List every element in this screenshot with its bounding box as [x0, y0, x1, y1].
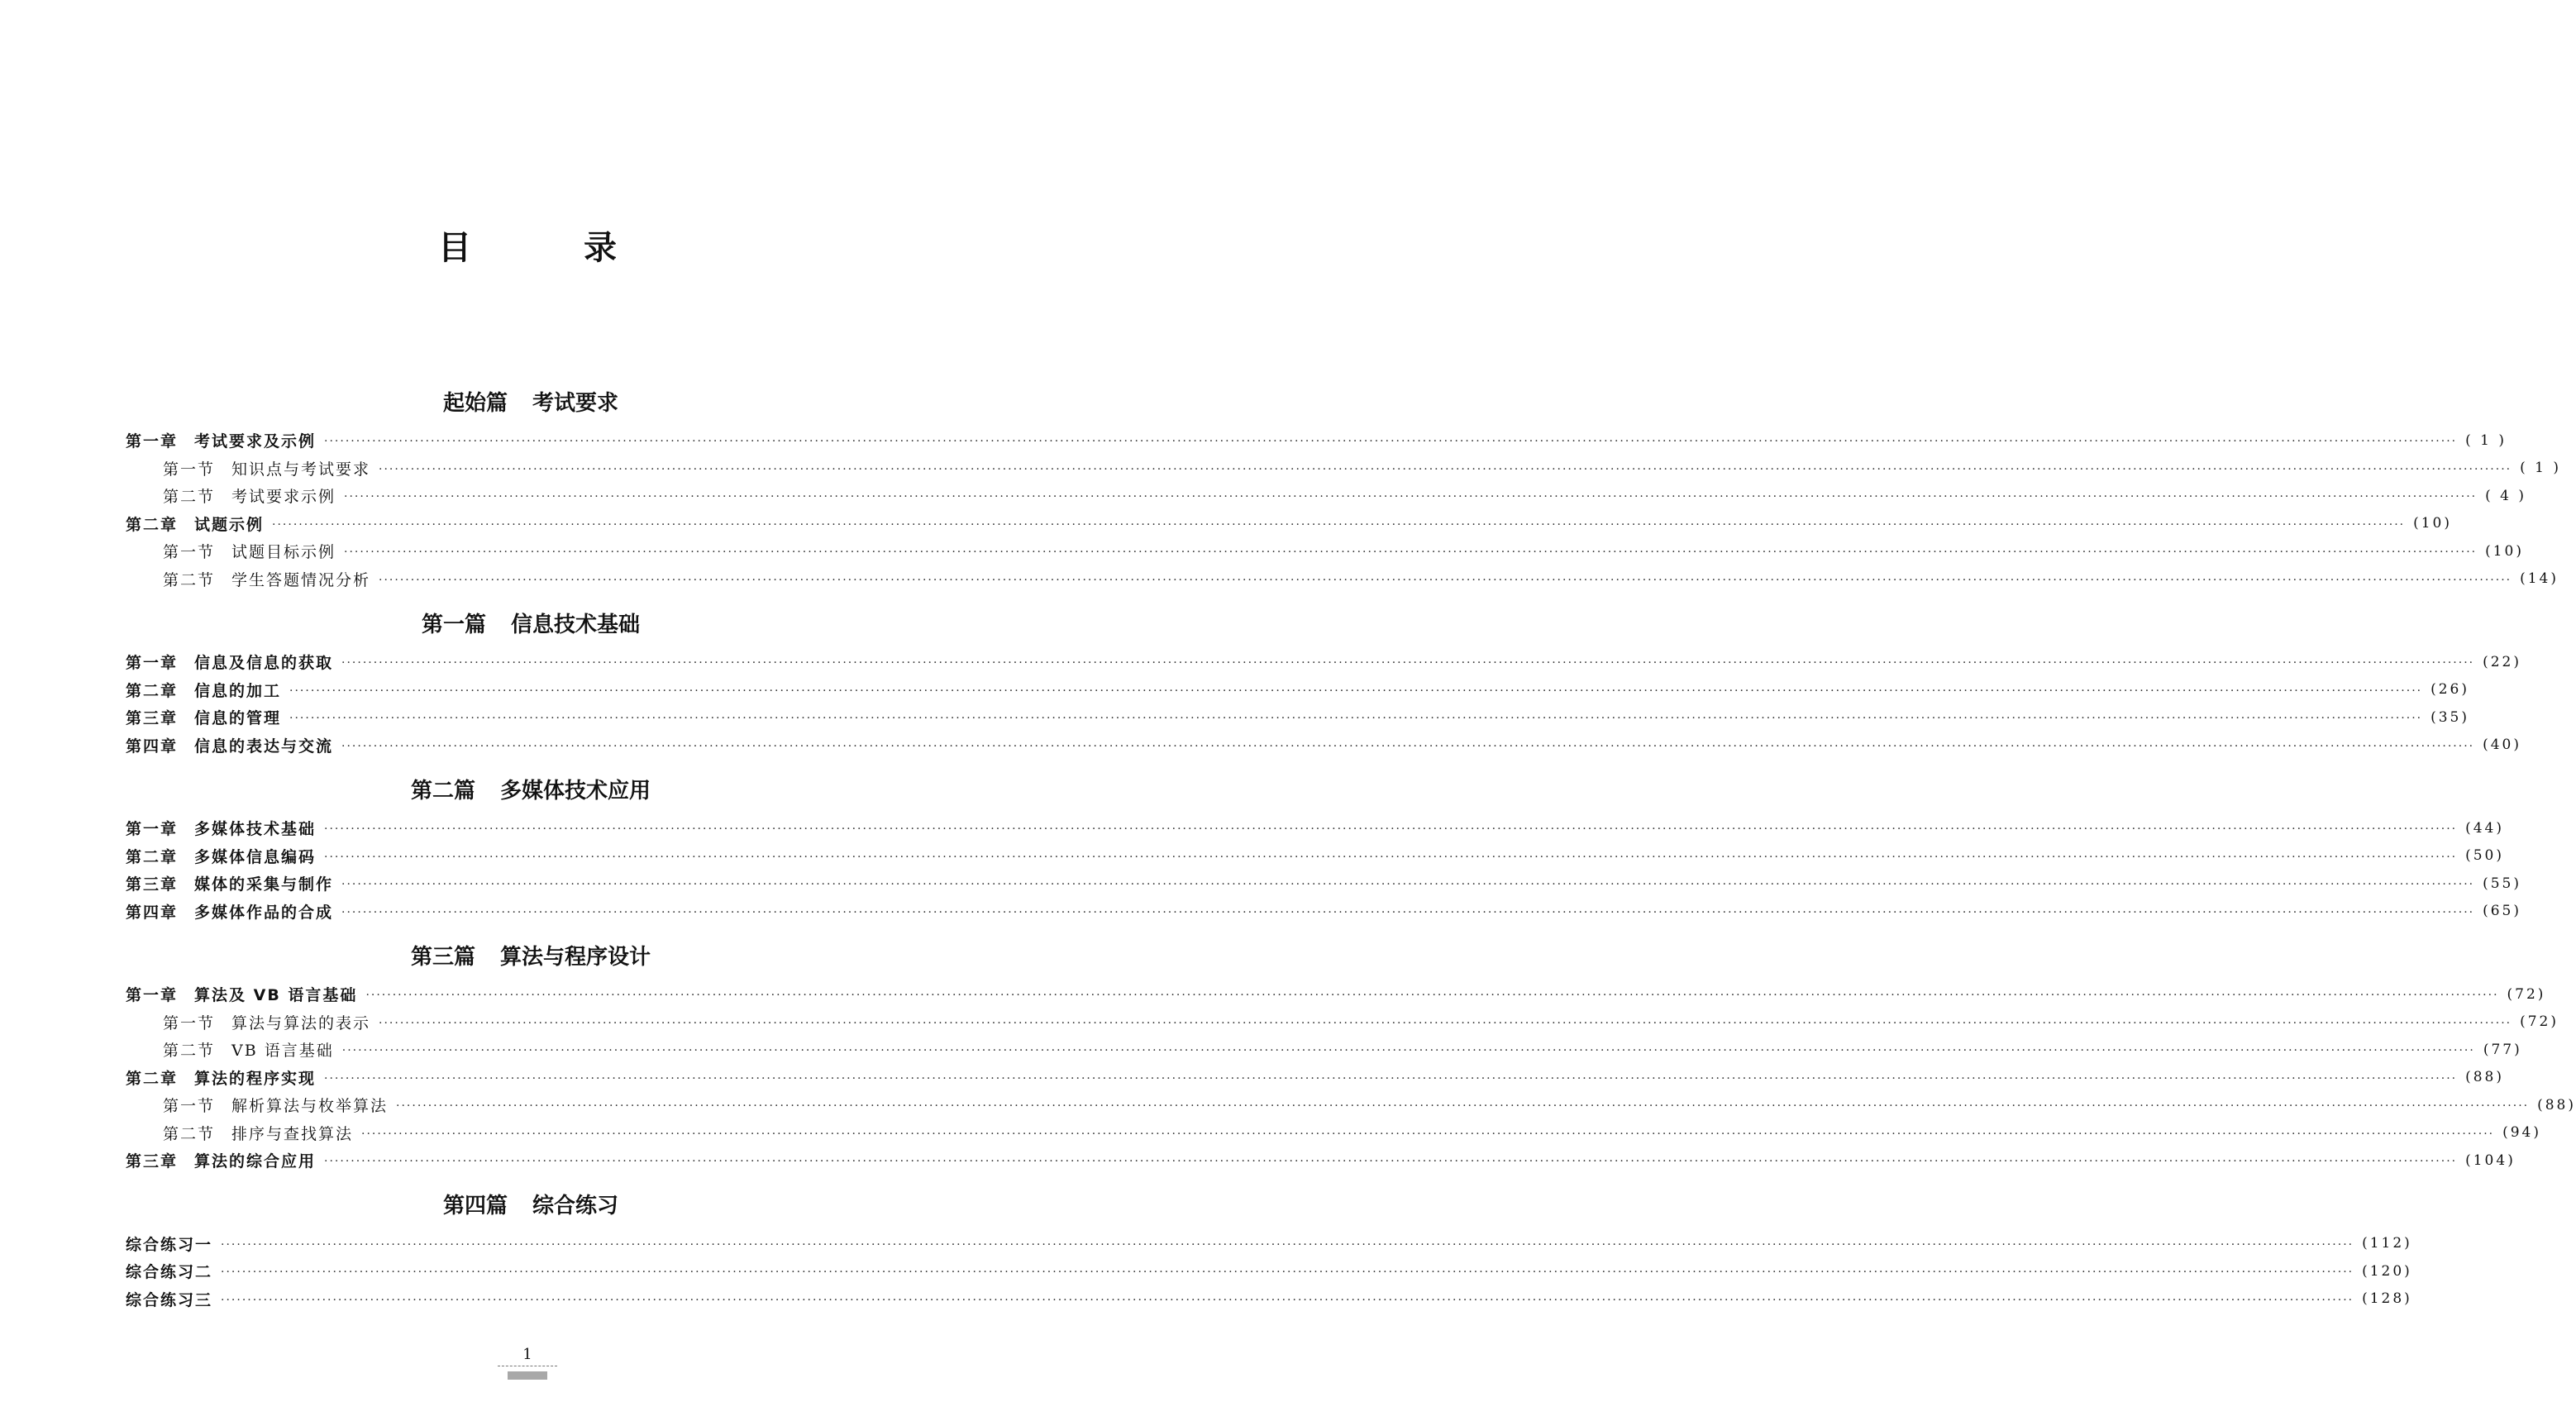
dot-leader: ················································································································································································································································································································································································································ — [379, 573, 2512, 587]
toc-entry-section[interactable] — [126, 482, 2526, 510]
entry-page-number: (77) — [2483, 1041, 2522, 1058]
entry-title: 多媒体作品的合成 — [194, 903, 334, 922]
part-title-name: 综合练习 — [532, 1194, 619, 1218]
entry-number: 第一章 — [126, 654, 179, 673]
entry-title: 知识点与考试要求 — [231, 460, 371, 479]
entry-label — [126, 429, 316, 451]
dot-leader: ················································································································································································································································································································································································································ — [396, 1099, 2530, 1113]
entry-label — [126, 1066, 316, 1089]
part-title — [126, 1181, 936, 1228]
entry-title: 信息及信息的获取 — [194, 654, 334, 673]
entry-number: 第二章 — [126, 847, 179, 866]
entry-page-number: (26) — [2431, 681, 2470, 699]
toc-entry-section[interactable] — [126, 1009, 2559, 1037]
entry-title: 学生答题情况分析 — [231, 570, 371, 589]
toc-entry-section[interactable] — [126, 565, 2559, 594]
toc-entry-chapter[interactable] — [126, 1230, 2412, 1258]
entry-title: 算法的程序实现 — [194, 1069, 317, 1088]
entry-page-number: (88) — [2537, 1096, 2576, 1113]
entry-title: 综合练习三 — [126, 1290, 213, 1309]
entry-label — [163, 540, 336, 562]
entry-number: 第二节 — [163, 488, 216, 507]
part-title — [126, 378, 936, 424]
entry-label — [126, 1149, 316, 1171]
dot-leader: ················································································································································································································································································································································································································ — [341, 905, 2475, 919]
entry-label — [163, 1122, 353, 1144]
entry-title: 算法与算法的表示 — [231, 1013, 371, 1032]
toc-entry-chapter[interactable] — [126, 1257, 2412, 1285]
entry-page-number: (120) — [2362, 1262, 2412, 1280]
dot-leader: ················································································································································································································································································································································································································ — [289, 712, 2423, 726]
entry-page-number: (65) — [2483, 903, 2522, 920]
entry-page-number: ( 4 ) — [2485, 487, 2526, 504]
footer-gray-bar — [508, 1371, 547, 1380]
entry-label — [126, 1288, 212, 1310]
toc-entry-section[interactable] — [126, 537, 2525, 565]
entry-title: VB 语言基础 — [231, 1042, 334, 1061]
entry-label — [163, 457, 370, 479]
page-footer — [0, 1346, 1055, 1380]
dot-leader: ················································································································································································································································································································································································································ — [221, 1293, 2354, 1307]
entry-label — [126, 679, 281, 701]
entry-title: 信息的加工 — [194, 681, 282, 700]
dot-leader: ················································································································································································································································································································································································································ — [221, 1237, 2354, 1252]
toc-entry-section[interactable] — [126, 1036, 2522, 1064]
entry-number: 第一节 — [163, 460, 216, 479]
entry-label — [163, 1038, 334, 1061]
entry-title: 综合练习二 — [126, 1263, 213, 1282]
entry-label — [126, 734, 333, 756]
entry-number: 第一章 — [126, 820, 179, 839]
part-title-name: 多媒体技术应用 — [500, 778, 651, 803]
toc-entry-chapter[interactable] — [126, 898, 2522, 926]
entry-number: 第一节 — [163, 543, 216, 562]
entry-number: 第四章 — [126, 903, 179, 922]
entry-number: 第四章 — [126, 737, 179, 756]
toc-entry-section[interactable] — [126, 1119, 2542, 1147]
entry-page-number: (88) — [2465, 1069, 2505, 1086]
toc-entry-chapter[interactable] — [126, 980, 2546, 1009]
entry-page-number: (104) — [2465, 1152, 2516, 1169]
entry-number: 第二章 — [126, 515, 179, 534]
entry-label — [126, 1260, 212, 1282]
table-of-contents — [126, 378, 2576, 1313]
dot-leader: ················································································································································································································································································································································································································ — [341, 739, 2475, 753]
entry-number: 第一节 — [163, 1097, 216, 1116]
toc-entry-chapter[interactable] — [126, 870, 2522, 898]
toc-entry-chapter[interactable] — [126, 732, 2522, 760]
entry-page-number: (50) — [2465, 847, 2505, 865]
entry-label — [126, 513, 264, 535]
entry-label — [126, 1233, 212, 1255]
part-title-number: 第三篇 — [410, 944, 475, 970]
entry-page-number: (10) — [2413, 515, 2453, 532]
part-title-number: 第一篇 — [421, 612, 486, 637]
entry-title: 信息的表达与交流 — [194, 737, 334, 756]
entry-page-number: ( 1 ) — [2465, 432, 2507, 449]
dot-leader: ················································································································································································································································································································································································································ — [221, 1266, 2354, 1280]
entry-page-number: ( 1 ) — [2520, 460, 2561, 477]
entry-title: 考试要求示例 — [231, 488, 336, 507]
entry-number: 第三章 — [126, 1152, 179, 1171]
entry-number: 第二章 — [126, 681, 179, 700]
entry-title: 综合练习一 — [126, 1235, 213, 1254]
entry-page-number: (72) — [2520, 1013, 2559, 1031]
dot-leader: ················································································································································································································································································································································································································ — [324, 850, 2458, 864]
dot-leader: ················································································································································································································································································································································································································ — [324, 1155, 2458, 1169]
dot-leader: ················································································································································································································································································································································································································ — [361, 1127, 2495, 1141]
dot-leader: ················································································································································································································································································································································································································ — [344, 546, 2478, 560]
part-title-number: 第四篇 — [442, 1194, 508, 1218]
entry-label — [126, 817, 316, 839]
part-title-number: 第二篇 — [410, 778, 475, 803]
toc-entry-chapter[interactable] — [126, 1285, 2412, 1314]
dot-leader: ················································································································································································································································································································································································································ — [379, 1016, 2512, 1030]
entry-label — [163, 484, 336, 507]
entry-page-number: (55) — [2483, 875, 2522, 892]
entry-title: 多媒体信息编码 — [194, 847, 317, 866]
entry-title: 媒体的采集与制作 — [194, 875, 334, 894]
toc-entry-chapter[interactable] — [126, 427, 2507, 455]
entry-label — [126, 651, 333, 673]
dot-leader: ················································································································································································································································································································································································································ — [272, 517, 2406, 532]
entry-page-number: (10) — [2485, 542, 2525, 560]
entry-title: 排序与查找算法 — [231, 1124, 354, 1143]
entry-number: 第二节 — [163, 570, 216, 589]
entry-title: 算法及 VB 语言基础 — [194, 986, 358, 1005]
dot-leader: ················································································································································································································································································································································································································ — [324, 435, 2458, 449]
entry-title: 试题目标示例 — [231, 543, 336, 562]
part-title-name: 考试要求 — [532, 390, 619, 416]
toc-entry-chapter[interactable] — [126, 1147, 2516, 1175]
entry-title: 多媒体技术基础 — [194, 820, 317, 839]
dot-leader: ················································································································································································································································································································································································································ — [324, 1071, 2458, 1085]
entry-label — [163, 568, 370, 590]
toc-entry-chapter[interactable] — [126, 703, 2470, 732]
toc-entry-chapter[interactable] — [126, 1064, 2505, 1092]
dot-leader: ················································································································································································································································································································································································································ — [324, 823, 2458, 837]
dot-leader: ················································································································································································································································································································································································································ — [341, 656, 2475, 670]
page-number: 1 — [522, 1346, 532, 1363]
part-title — [126, 932, 936, 978]
entry-number: 第一章 — [126, 432, 179, 451]
entry-page-number: (112) — [2362, 1235, 2412, 1252]
toc-entry-chapter[interactable] — [126, 814, 2505, 842]
entry-number: 第二节 — [163, 1124, 216, 1143]
entry-number: 第一章 — [126, 986, 179, 1005]
part-title — [126, 599, 936, 646]
toc-entry-chapter[interactable] — [126, 676, 2470, 704]
entry-number: 第二章 — [126, 1069, 179, 1088]
dot-leader: ················································································································································································································································································································································································································ — [341, 878, 2475, 892]
entry-label — [163, 1094, 388, 1116]
entry-page-number: (44) — [2465, 819, 2505, 837]
entry-page-number: (94) — [2502, 1124, 2542, 1142]
entry-title: 试题示例 — [194, 515, 265, 534]
toc-entry-section[interactable] — [126, 1091, 2576, 1119]
entry-page-number: (14) — [2520, 570, 2559, 588]
part-title-name: 信息技术基础 — [511, 612, 641, 637]
dot-leader: ················································································································································································································································································································································································································ — [289, 684, 2423, 698]
toc-entry-chapter[interactable] — [126, 842, 2505, 870]
entry-number: 第二节 — [163, 1042, 216, 1061]
entry-label — [126, 845, 316, 867]
dot-leader: ················································································································································································································································································································································································································ — [379, 462, 2512, 476]
dot-leader: ················································································································································································································································································································································································································ — [344, 490, 2478, 504]
entry-page-number: (35) — [2431, 708, 2470, 726]
entry-number: 第三章 — [126, 709, 179, 728]
entry-page-number: (22) — [2483, 653, 2522, 670]
entry-number: 第一节 — [163, 1013, 216, 1032]
entry-page-number: (128) — [2362, 1290, 2412, 1308]
entry-label — [126, 983, 357, 1005]
part-title-name: 算法与程序设计 — [500, 944, 651, 970]
toc-entry-chapter[interactable] — [126, 648, 2522, 676]
entry-title: 解析算法与枚举算法 — [231, 1097, 389, 1116]
entry-title: 信息的管理 — [194, 709, 282, 728]
entry-page-number: (40) — [2483, 737, 2522, 754]
dot-leader: ················································································································································································································································································································································································································ — [365, 989, 2499, 1003]
entry-label — [126, 900, 333, 923]
entry-label — [163, 1011, 370, 1033]
toc-entry-chapter[interactable] — [126, 510, 2453, 538]
page-title: 目 录 — [438, 229, 656, 267]
entry-label — [126, 706, 281, 728]
entry-title: 算法的综合应用 — [194, 1152, 317, 1171]
entry-page-number: (72) — [2507, 985, 2546, 1003]
entry-number: 第三章 — [126, 875, 179, 894]
part-title — [126, 765, 936, 812]
toc-entry-section[interactable] — [126, 455, 2561, 483]
part-title-number: 起始篇 — [442, 390, 508, 416]
dot-leader: ················································································································································································································································································································································································································ — [341, 1044, 2475, 1058]
entry-title: 考试要求及示例 — [194, 432, 317, 451]
entry-label — [126, 872, 333, 894]
